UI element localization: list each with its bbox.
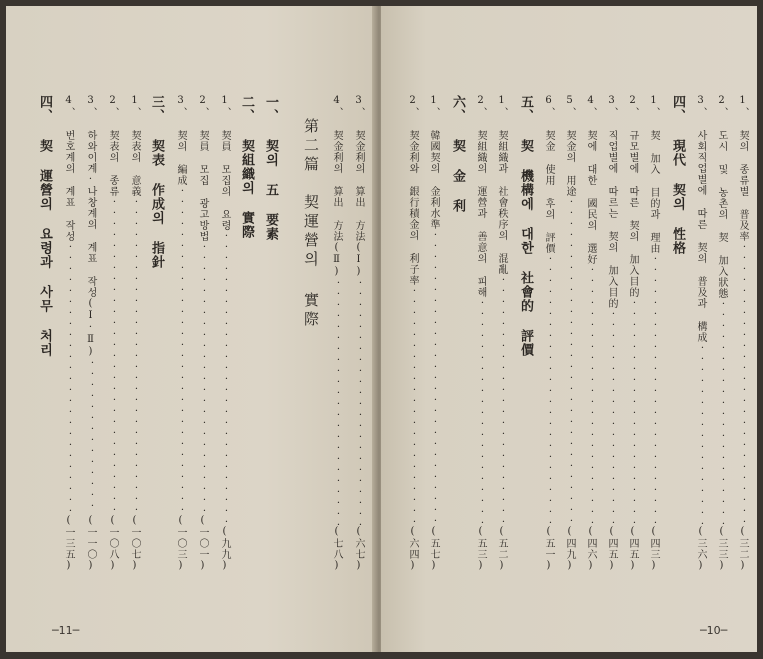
dot-leader	[579, 265, 598, 526]
right-page-number: ─10─	[700, 624, 728, 637]
toc-page-ref: (六四)	[407, 526, 418, 572]
toc-page-ref: (九九)	[219, 526, 230, 572]
toc-heading-text: 四、 現代 契의 性格	[670, 95, 685, 255]
toc-entry-title: 2、 契員 모집 광고방법	[197, 95, 208, 242]
toc-page-ref: (一三五)	[63, 515, 74, 572]
dot-leader	[689, 343, 708, 526]
dot-leader	[422, 230, 441, 526]
toc-entry-title: 4、 契金利의 算出 方法(Ⅱ)	[331, 95, 342, 278]
toc-entry	[731, 95, 750, 572]
toc-entry-title: 3、 契의 編成	[175, 95, 186, 186]
toc-entry-title: 1、 契 加入 目的과 理由	[648, 95, 659, 254]
toc-entry	[346, 95, 366, 572]
dot-leader	[56, 242, 76, 515]
dot-leader	[558, 197, 577, 526]
toc-page-ref: (四三)	[648, 526, 659, 572]
toc-page-ref: (六七)	[353, 526, 364, 572]
toc-chapter-heading	[32, 95, 54, 357]
toc-part-title	[282, 118, 322, 330]
toc-heading-text: 一、 契의 五 要素	[263, 95, 278, 241]
toc-entry-title: 2、 契表의 종류	[107, 95, 118, 197]
toc-entry-title: 4、 契에 대한 國民의 選好	[585, 95, 596, 265]
toc-heading-text: 三、 契表 作成의 指針	[149, 95, 164, 269]
toc-heading-text: 二、 契組織의 實際	[239, 95, 254, 239]
dot-leader	[600, 309, 619, 526]
dot-leader	[621, 298, 640, 526]
toc-heading-text: 六、 契 金 利	[450, 95, 465, 213]
dot-leader	[469, 298, 488, 526]
dot-leader	[401, 286, 420, 526]
dot-leader	[537, 254, 556, 526]
dot-leader	[190, 242, 210, 515]
toc-chapter-heading	[144, 95, 166, 269]
toc-entry	[469, 95, 488, 572]
toc-entry	[78, 95, 98, 572]
toc-entry-title: 1、 契組織과 社會秩序의 混亂	[496, 95, 507, 275]
toc-page-ref: (五七)	[428, 526, 439, 572]
dot-leader	[168, 186, 188, 515]
toc-entry-title: 3、 사회직업별에 따른 契의 普及과 構成	[695, 95, 706, 343]
toc-entry-title: 2、 契組織의 運營과 善意의 피해	[475, 95, 486, 298]
toc-entry	[212, 95, 232, 572]
toc-entry-title: 5、 契金의 用途	[564, 95, 575, 197]
toc-entry-title: 1、 韓國契의 金利水準	[428, 95, 439, 230]
toc-entry	[324, 95, 344, 572]
toc-page-ref: (四九)	[564, 526, 575, 572]
dot-leader	[731, 242, 750, 526]
dot-leader	[324, 278, 344, 526]
toc-page-ref: (三六)	[695, 526, 706, 572]
toc-page-ref: (七八)	[331, 526, 342, 572]
toc-page-ref: (五二)	[496, 526, 507, 572]
toc-entry	[558, 95, 577, 572]
toc-chapter-heading	[511, 95, 535, 357]
toc-entry	[689, 95, 708, 572]
toc-chapter-heading	[663, 95, 687, 255]
toc-entry	[190, 95, 210, 572]
toc-page-ref: (一〇七)	[129, 515, 140, 572]
dot-leader	[346, 278, 366, 526]
toc-entry	[100, 95, 120, 572]
toc-entry	[401, 95, 420, 572]
left-page-number: ─11─	[52, 624, 80, 637]
dot-leader	[100, 197, 120, 515]
toc-entry-title: 2、 契金利와 銀行積金의 利子率	[407, 95, 418, 286]
toc-page-ref: (四五)	[627, 526, 638, 572]
toc-entry	[579, 95, 598, 572]
toc-entry-title: 3、 契金利의 算出 方法(Ⅰ)	[353, 95, 364, 278]
toc-entry-title: 1、 契의 종류별 普及率	[737, 95, 748, 242]
toc-entry-title: 6、 契金 使用 후의 評價	[543, 95, 554, 254]
toc-heading-text: 四、 契 運營의 요령과 사무 처리	[37, 95, 52, 357]
toc-page-ref: (三二)	[737, 526, 748, 572]
toc-entry	[600, 95, 619, 572]
toc-page-ref: (一一〇)	[85, 515, 96, 572]
dot-leader	[78, 358, 98, 515]
toc-entry	[422, 95, 441, 572]
toc-page-ref: (五一)	[543, 526, 554, 572]
toc-page-ref: (一〇三)	[175, 515, 186, 572]
toc-entry	[621, 95, 640, 572]
toc-page-ref: (一〇八)	[107, 515, 118, 572]
dot-leader	[122, 197, 142, 515]
toc-entry	[710, 95, 729, 572]
toc-entry	[642, 95, 661, 572]
toc-chapter-heading	[258, 95, 280, 241]
toc-entry	[122, 95, 142, 572]
toc-entry-title: 3、 하와이계·나창계의 계표 작성(Ⅰ·Ⅱ)	[85, 95, 96, 358]
toc-entry-title: 2、 규모별에 따른 契의 加入目的	[627, 95, 638, 298]
toc-chapter-heading	[443, 95, 467, 213]
dot-leader	[212, 231, 232, 526]
toc-entry	[490, 95, 509, 572]
toc-entry-title: 4、 번호계의 계표 작성	[63, 95, 74, 242]
toc-heading-text: 五、 契 機構에 대한 社會的 評價	[518, 95, 533, 357]
toc-page-ref: (四六)	[585, 526, 596, 572]
toc-entry	[56, 95, 76, 572]
toc-chapter-heading	[234, 95, 256, 239]
dot-leader	[642, 254, 661, 526]
toc-page-ref: (三三)	[716, 526, 727, 572]
toc-page-ref: (一〇一)	[197, 515, 208, 572]
dot-leader	[490, 275, 509, 526]
toc-entry	[168, 95, 188, 572]
dot-leader	[710, 299, 729, 526]
toc-entry	[537, 95, 556, 572]
toc-entry-title: 2、 도시 및 농촌의 契 加入狀態	[716, 95, 727, 299]
toc-entry-title: 1、 契表의 意義	[129, 95, 140, 197]
toc-entry-title: 3、 직업별에 따르는 契의 加入目的	[606, 95, 617, 309]
toc-page-ref: (四五)	[606, 526, 617, 572]
toc-page-ref: (五三)	[475, 526, 486, 572]
toc-heading-text: 第二篇 契運營의 實際	[302, 118, 320, 330]
toc-entry-title: 1、 契員 모집의 요령	[219, 95, 230, 231]
